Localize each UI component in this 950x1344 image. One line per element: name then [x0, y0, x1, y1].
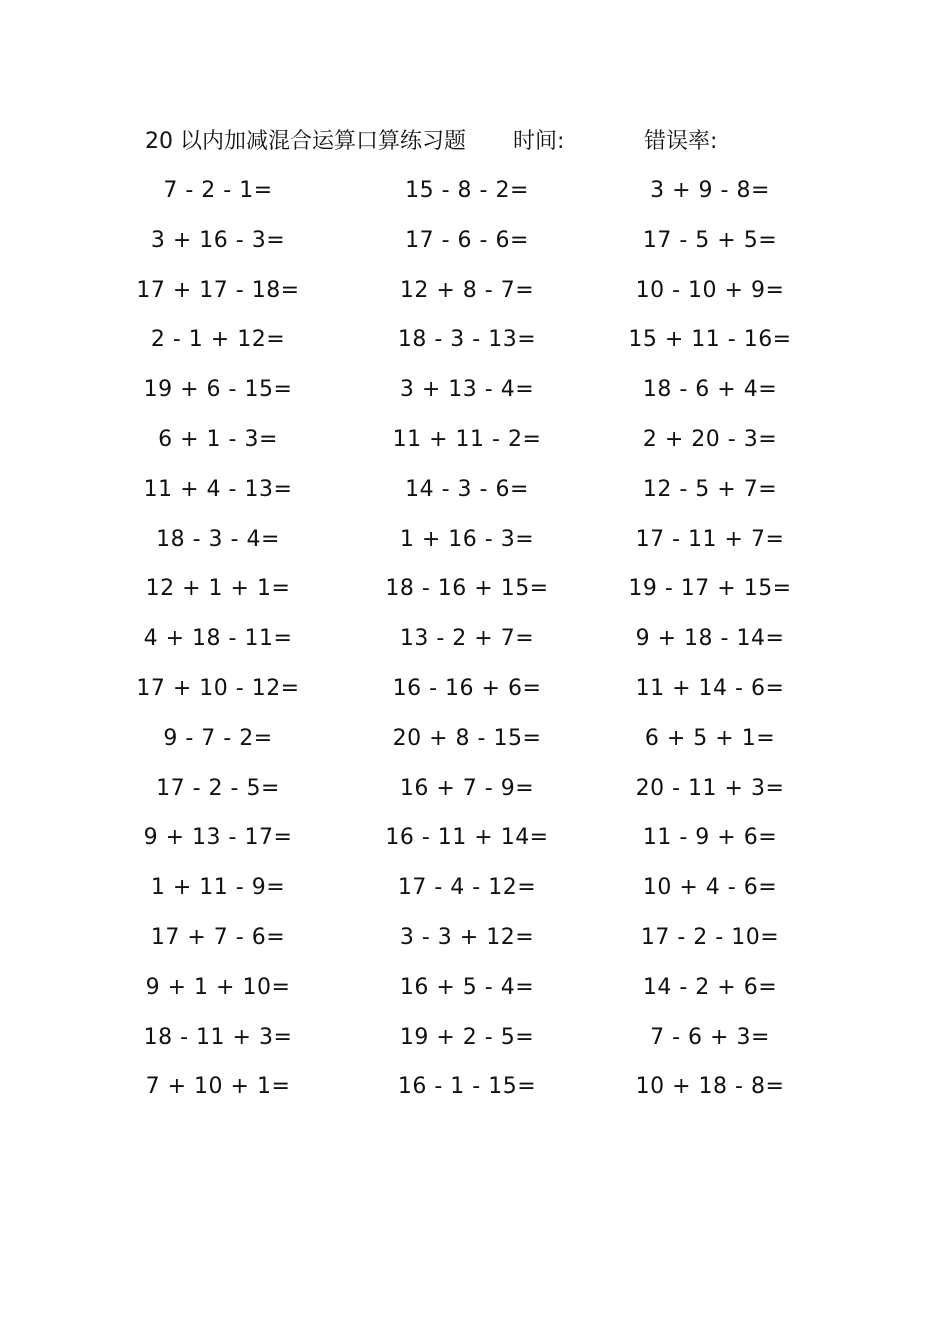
problem-item: 16 - 1 - 15=: [397, 1074, 537, 1100]
problem-row: [0, 669, 950, 719]
problem-item: 17 - 6 - 6=: [405, 227, 529, 253]
problem-item: 18 - 16 + 15=: [385, 576, 549, 602]
error-rate-label: 错误率:: [644, 129, 718, 154]
problem-item: 10 - 10 + 9=: [635, 277, 785, 303]
problem-item: 14 - 3 - 6=: [405, 476, 529, 502]
problem-item: 1 + 16 - 3=: [399, 526, 535, 552]
problem-row: [0, 370, 950, 420]
problem-item: 19 + 6 - 15=: [143, 377, 293, 403]
problem-item: 9 - 7 - 2=: [163, 725, 273, 751]
problem-row: [0, 968, 950, 1018]
problem-item: 17 - 11 + 7=: [635, 526, 785, 552]
problem-row: [0, 520, 950, 570]
problem-item: 17 + 17 - 18=: [136, 277, 300, 303]
problem-item: 17 - 2 - 10=: [640, 924, 780, 950]
problem-item: 18 - 3 - 4=: [156, 526, 280, 552]
problem-item: 10 + 18 - 8=: [635, 1074, 785, 1100]
problem-row: [0, 818, 950, 868]
problem-item: 14 - 2 + 6=: [642, 974, 778, 1000]
problem-item: 3 + 16 - 3=: [150, 227, 286, 253]
problem-row: [0, 769, 950, 819]
problem-item: 6 + 5 + 1=: [644, 725, 776, 751]
problem-item: 15 + 11 - 16=: [628, 327, 792, 353]
problem-item: 18 - 11 + 3=: [143, 1024, 293, 1050]
problem-item: 7 - 2 - 1=: [163, 178, 273, 203]
problem-item: 16 - 11 + 14=: [385, 825, 549, 851]
problem-item: 2 - 1 + 12=: [150, 327, 286, 353]
problem-item: 15 - 8 - 2=: [405, 178, 529, 203]
problem-item: 17 + 10 - 12=: [136, 675, 300, 701]
problem-item: 17 - 2 - 5=: [156, 775, 280, 801]
problem-row: [0, 320, 950, 370]
problem-item: 16 - 16 + 6=: [392, 675, 542, 701]
problem-item: 2 + 20 - 3=: [642, 426, 778, 452]
problem-item: 12 - 5 + 7=: [642, 476, 778, 502]
problem-row: [0, 569, 950, 619]
problem-row: [0, 470, 950, 520]
problem-item: 6 + 1 - 3=: [158, 426, 278, 452]
problem-item: 3 + 9 - 8=: [650, 178, 770, 203]
time-label: 时间:: [513, 129, 565, 154]
problem-item: 9 + 18 - 14=: [635, 626, 785, 652]
problem-item: 16 + 5 - 4=: [399, 974, 535, 1000]
problem-item: 20 + 8 - 15=: [392, 725, 542, 751]
problem-item: 18 - 6 + 4=: [642, 377, 778, 403]
worksheet-title: 20 以内加减混合运算口算练习题: [145, 129, 466, 154]
problem-item: 9 + 1 + 10=: [145, 974, 291, 1000]
problem-item: 20 - 11 + 3=: [635, 775, 785, 801]
worksheet-header: [0, 126, 950, 158]
problem-grid: [0, 171, 950, 1117]
problem-item: 12 + 8 - 7=: [399, 277, 535, 303]
problem-item: 12 + 1 + 1=: [145, 576, 291, 602]
problem-item: 18 - 3 - 13=: [397, 327, 537, 353]
problem-row: [0, 1067, 950, 1117]
problem-row: [0, 1018, 950, 1068]
problem-row: [0, 420, 950, 470]
problem-item: 11 + 11 - 2=: [392, 426, 542, 452]
problem-row: [0, 271, 950, 321]
problem-item: 17 + 7 - 6=: [150, 924, 286, 950]
problem-item: 3 - 3 + 12=: [399, 924, 535, 950]
problem-row: [0, 619, 950, 669]
problem-item: 7 + 10 + 1=: [145, 1074, 291, 1100]
problem-row: [0, 868, 950, 918]
problem-item: 17 - 4 - 12=: [397, 875, 537, 901]
problem-item: 17 - 5 + 5=: [642, 227, 778, 253]
problem-item: 11 - 9 + 6=: [642, 825, 778, 851]
problem-row: [0, 719, 950, 769]
problem-item: 11 + 4 - 13=: [143, 476, 293, 502]
problem-item: 16 + 7 - 9=: [399, 775, 535, 801]
problem-item: 7 - 6 + 3=: [650, 1024, 770, 1050]
problem-row: [0, 918, 950, 968]
problem-item: 1 + 11 - 9=: [150, 875, 286, 901]
problem-item: 13 - 2 + 7=: [399, 626, 535, 652]
problem-item: 19 - 17 + 15=: [628, 576, 792, 602]
problem-row: [0, 171, 950, 221]
problem-row: [0, 221, 950, 271]
problem-item: 4 + 18 - 11=: [143, 626, 293, 652]
problem-item: 9 + 13 - 17=: [143, 825, 293, 851]
problem-item: 3 + 13 - 4=: [399, 377, 535, 403]
problem-item: 11 + 14 - 6=: [635, 675, 785, 701]
problem-item: 10 + 4 - 6=: [642, 875, 778, 901]
problem-item: 19 + 2 - 5=: [399, 1024, 535, 1050]
